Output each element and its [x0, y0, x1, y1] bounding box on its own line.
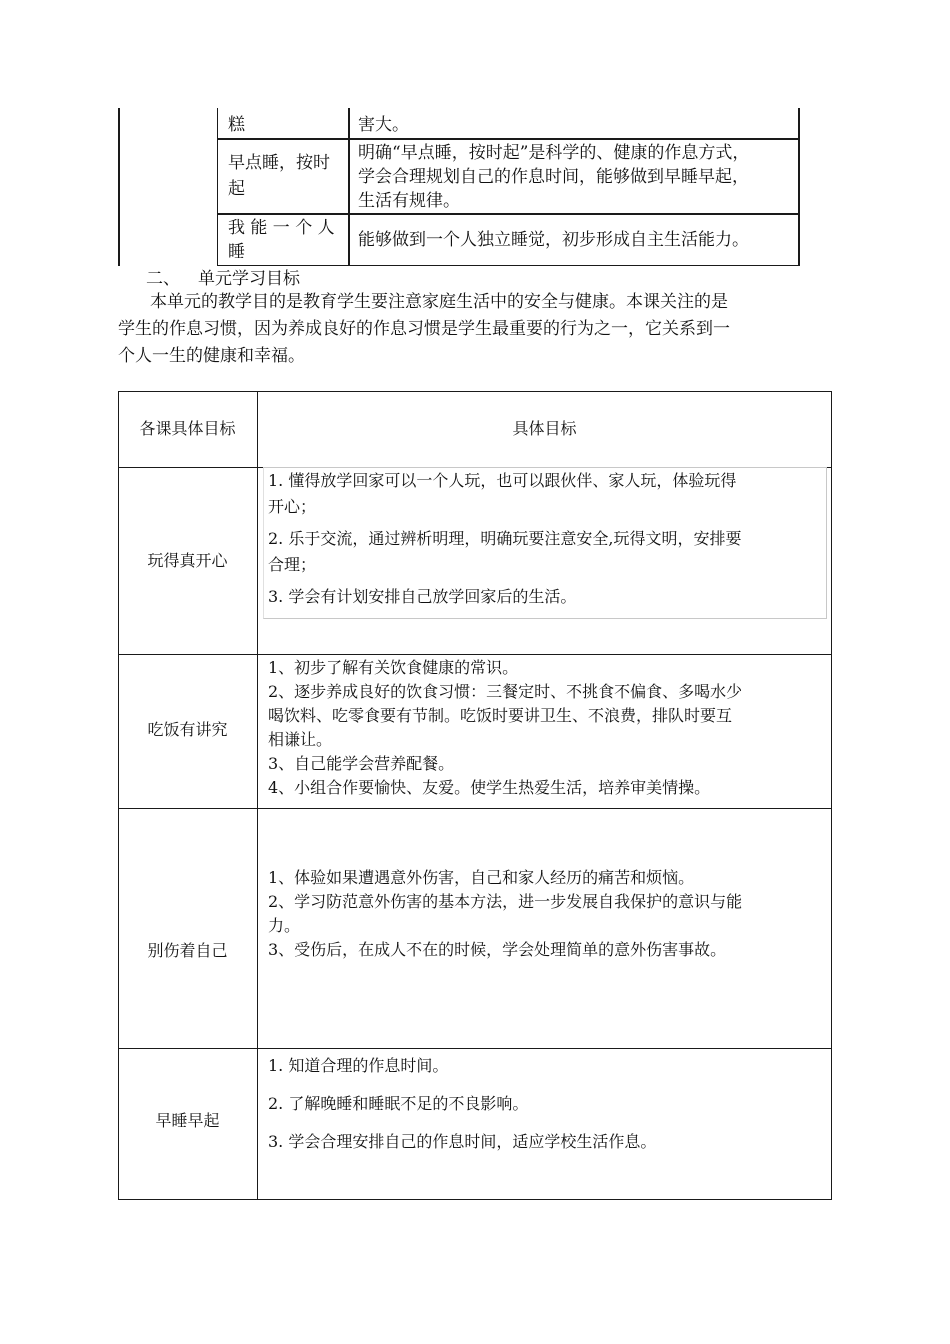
lesson-name: 吃饭有讲究 [147, 720, 228, 739]
section-title: 单元学习目标 [198, 269, 300, 289]
goal-item: 力。 [268, 916, 301, 935]
goal-item: 开心； [268, 497, 317, 516]
goal-list [268, 866, 742, 962]
goals-table-row-line [118, 654, 832, 655]
goal-item: 相谦让。 [268, 730, 333, 749]
goal-item: 1. 知道合理的作息时间。 [268, 1056, 449, 1075]
lesson-name: 玩得真开心 [147, 551, 228, 570]
intro-line: 学生的作息习惯，因为养成良好的作息习惯是学生最重要的行为之一，它关系到一 [118, 319, 730, 339]
goals-table-row-line [118, 1048, 832, 1049]
goal-item: 3、受伤后，在成人不在的时候，学会处理简单的意外伤害事故。 [268, 940, 727, 959]
top-table-text: 生活有规律。 [358, 191, 460, 211]
goals-table-bottom-border [118, 1199, 832, 1200]
goal-list [268, 656, 742, 800]
goals-table-row-line [118, 808, 832, 809]
top-table-text: 学会合理规划自己的作息时间，能够做到早睡早起， [358, 167, 749, 187]
goals-table-right-border [831, 391, 832, 1200]
top-table-topic: 起 [228, 179, 245, 199]
top-table-left-border [118, 108, 120, 266]
goals-table-column-divider [257, 391, 258, 1200]
top-table-text: 能够做到一个人独立睡觉，初步形成自主生活能力。 [358, 230, 749, 250]
goal-list [268, 1053, 656, 1155]
intro-line: 个人一生的健康和幸福。 [118, 346, 305, 366]
goal-item: 3. 学会有计划安排自己放学回家后的生活。 [268, 587, 577, 606]
goal-item: 4、小组合作要愉快、友爱。使学生热爱生活，培养审美情操。 [268, 778, 711, 797]
goal-item: 2、逐步养成良好的饮食习惯：三餐定时、不挑食不偏食、多喝水少 [268, 682, 743, 701]
goal-item: 3、自己能学会营养配餐。 [268, 754, 455, 773]
goal-item: 1. 懂得放学回家可以一个人玩，也可以跟伙伴、家人玩，体验玩得 [268, 471, 737, 490]
goal-item: 2. 乐于交流，通过辨析明理，明确玩要注意安全,玩得文明，安排要 [268, 529, 742, 548]
goal-item: 喝饮料、吃零食要有节制。吃饭时要讲卫生、不浪费，排队时要互 [268, 706, 733, 725]
top-table-topic: 睡 [228, 242, 245, 262]
goal-item: 1、初步了解有关饮食健康的常识。 [268, 658, 519, 677]
lesson-name: 早睡早起 [155, 1111, 220, 1130]
top-table-topic: 糕 [228, 115, 245, 135]
goal-item: 合理； [268, 555, 317, 574]
top-table-topic: 早点睡，按时 [228, 153, 330, 173]
top-table-divider [217, 108, 218, 266]
top-table-text: 明确“早点睡，按时起”是科学的、健康的作息方式， [358, 143, 750, 163]
top-table-text: 害大。 [358, 115, 409, 135]
goal-item: 1、体验如果遭遇意外伤害，自己和家人经历的痛苦和烦恼。 [268, 868, 695, 887]
goals-table-top-border [118, 391, 832, 392]
top-table-row-line [217, 213, 800, 215]
goals-header-right: 具体目标 [512, 419, 577, 438]
goals-header-left: 各课具体目标 [139, 419, 236, 438]
goal-list [268, 468, 741, 610]
top-table-row-line [217, 138, 800, 140]
top-table-topic: 我 能 一 个 人 [228, 218, 335, 238]
top-table-row-line [217, 265, 800, 266]
intro-line: 本单元的教学目的是教育学生要注意家庭生活中的安全与健康。本课关注的是 [150, 292, 728, 312]
goal-item: 3. 学会合理安排自己的作息时间，适应学校生活作息。 [268, 1132, 657, 1151]
lesson-name: 别伤着自己 [147, 941, 228, 960]
goal-item: 2、学习防范意外伤害的基本方法，进一步发展自我保护的意识与能 [268, 892, 743, 911]
top-table-divider [348, 108, 350, 266]
goal-item: 2. 了解晚睡和睡眠不足的不良影响。 [268, 1094, 529, 1113]
goals-table-left-border [118, 391, 119, 1200]
section-number: 二、 [146, 269, 180, 289]
top-table-right-border [798, 108, 800, 266]
